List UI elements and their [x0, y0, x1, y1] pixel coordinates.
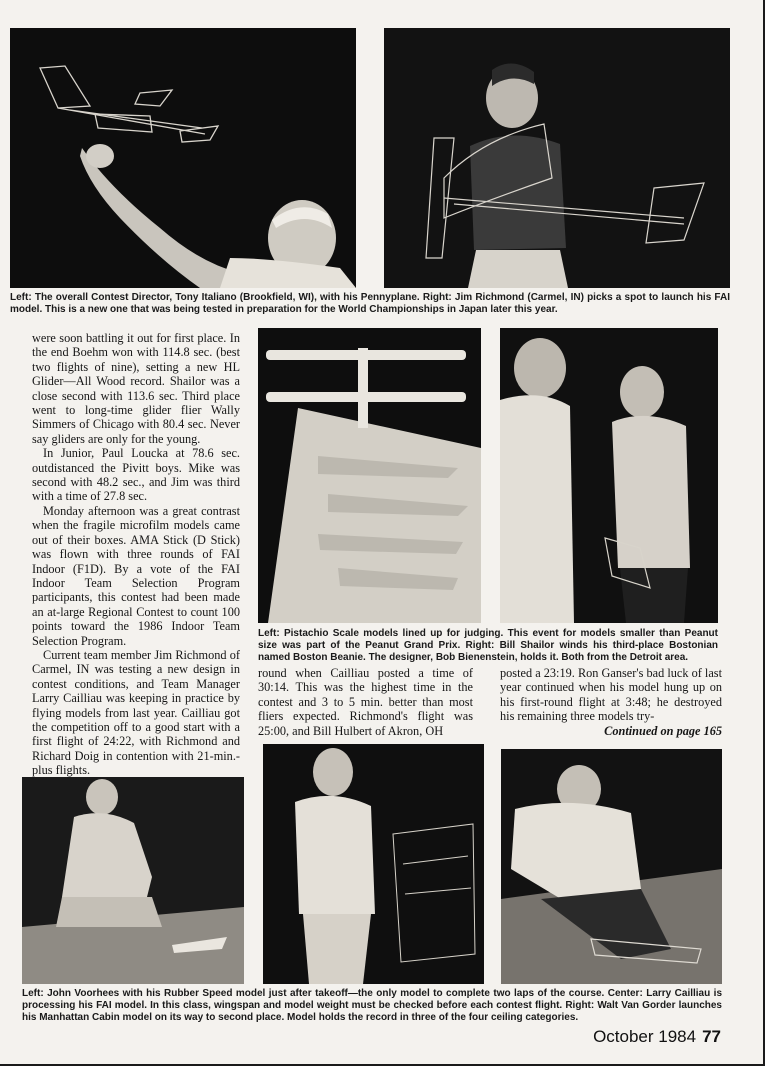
paragraph: were soon battling it out for first place. In the end Boehm won with 114.8 sec. (best two flights of nine), setting a new HL Glider—All Wood record. Shailor was a close second with 113.6 sec. Third place went to long-time glider flier Wally Simmers of Chicago with 80.4 sec. Never say gliders are only for the young. — [32, 331, 240, 446]
paragraph: Current team member Jim Richmond of Carmel, IN was testing a new design in contest conditions, and Team Manager Larry Cailliau was keeping in practice by flying models from last year. Cailliau got the competition off to a good start with a first flight of 24:22, with Richmond and Richard Doig in contention with 21-min.-plus flights. — [32, 647, 240, 778]
continued-note: Continued on page 165 — [604, 723, 722, 738]
photo-image — [10, 28, 356, 288]
photo-image — [384, 28, 730, 288]
article-column-2 — [258, 666, 473, 738]
photo-image — [500, 328, 718, 623]
caption-top-photos: Left: The overall Contest Director, Tony Italiano (Brookfield, WI), with his Pennyplane. Right: Jim Richmond (Carmel, IN) picks a spot to launch his FAI model. This is a new one that was being tested in preparation for the World Championships in Japan later this year. — [10, 292, 730, 315]
caption-middle-photos: Left: Pistachio Scale models lined up for judging. This event for models smaller than Peanut size was part of the Peanut Grand Prix. Right: Bill Shailor winds his third-place Bostonian named Boston Beanie. The designer, Bob Bienenstein, holds it. Both from the Detroit area. — [258, 628, 718, 663]
photo-cailliau-fai-model — [263, 744, 484, 984]
article-column-1 — [32, 331, 240, 792]
paragraph: Monday afternoon was a great contrast when the fragile microfilm models came out of their boxes. AMA Stick (D Stick) was flown with three rounds of FAI Indoor (F1D). By a vote of the FAI Indoor Team Selection Program participants, this contest had been made an at-large Regional Contest to count 100 points toward the 1986 Indoor Team Selection Program. — [32, 503, 240, 648]
photo-shailor-bostonian — [500, 328, 718, 623]
photo-image — [258, 328, 481, 623]
paragraph: In Junior, Paul Loucka at 78.6 sec. outdistanced the Pivitt boys. Mike was second with 48.2 sec., and Jim was third with a time of 27.8 sec. — [32, 446, 240, 504]
photo-image — [501, 749, 722, 984]
paragraph: round when Cailliau posted a time of 30:14. This was the highest time in the contest and 3 to 5 min. better than most fliers expected. Richmond's flight was 25:00, and Bill Hulbert of Akron, OH — [258, 666, 473, 738]
photo-van-gorder-manhattan-cabin — [501, 749, 722, 984]
issue-date: October 1984 — [593, 1027, 697, 1046]
photo-richmond-fai-model — [384, 28, 730, 288]
caption-bottom-photos: Left: John Voorhees with his Rubber Speed model just after takeoff—the only model to complete two laps of the course. Center: Larry Cailliau is processing his FAI model. In this class, wingspan and model weight must be checked before each contest flight. Right: Walt Van Gorder launches his Manhattan Cabin model on its way to second place. Model holds the record in three of the four ceiling categories. — [22, 988, 722, 1023]
paragraph: posted a 23:19. Ron Ganser's bad luck of last year continued when his model hung up on his first-round flight at 3:48; he destroyed his remaining three models try- — [500, 666, 722, 724]
photo-voorhees-rubber-speed — [22, 777, 244, 984]
article-column-3 — [500, 666, 722, 738]
page-footer — [593, 1027, 721, 1047]
page-number: 77 — [702, 1027, 721, 1046]
photo-pistachio-scale-models — [258, 328, 481, 623]
photo-contest-director-pennyplane — [10, 28, 356, 288]
photo-image — [22, 777, 244, 984]
photo-image — [263, 744, 484, 984]
